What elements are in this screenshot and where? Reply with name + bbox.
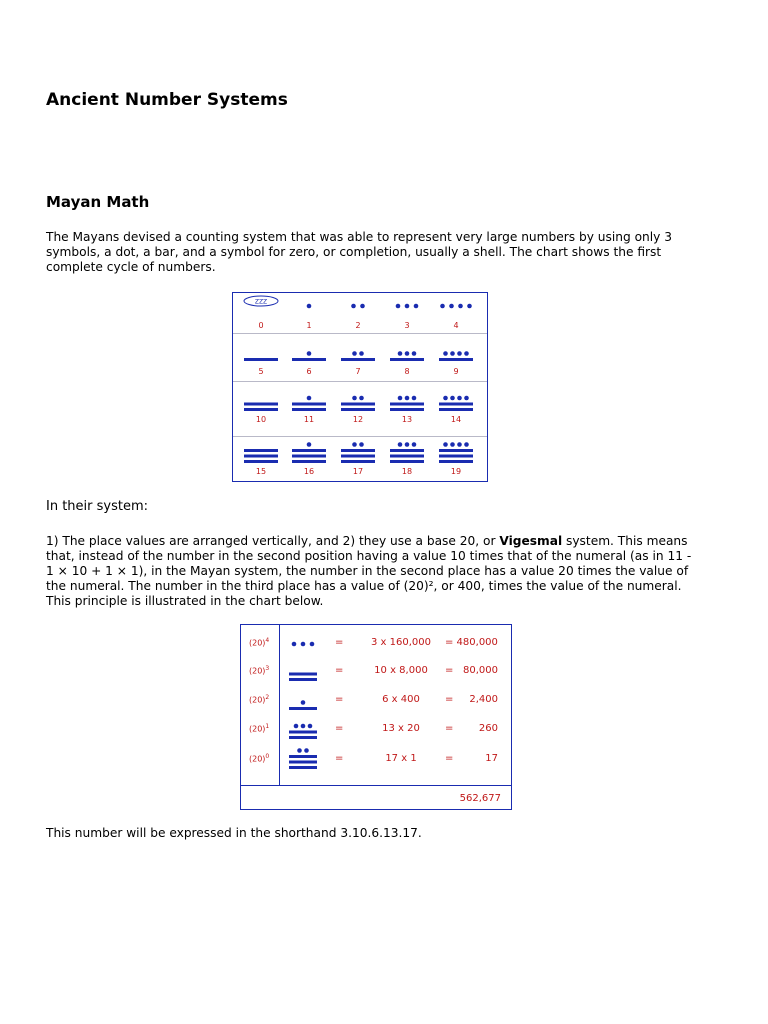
- place-value-row: [241, 688, 511, 716]
- bar-symbol: [292, 358, 326, 361]
- numeral-glyph: [236, 441, 286, 467]
- dot-symbol: [294, 724, 299, 729]
- dot-symbol: [450, 442, 455, 447]
- bar-symbol: [341, 460, 375, 463]
- power-exponent: 4: [265, 637, 270, 644]
- mayan-numeral-15: [236, 441, 286, 467]
- power-label: [249, 665, 269, 676]
- bar-symbol: [390, 460, 424, 463]
- dot-symbol: [297, 748, 302, 753]
- dot-symbol: [450, 351, 455, 356]
- mayan-digit-6: [287, 688, 319, 714]
- numeral-cell: [431, 441, 481, 481]
- bar-symbol: [390, 449, 424, 452]
- numeral-cell: [382, 389, 432, 429]
- numeral-cell: [236, 343, 286, 383]
- bar-symbol: [292, 408, 326, 411]
- dot-symbol: [464, 442, 469, 447]
- bar-symbol: [289, 755, 317, 758]
- bar-symbol: [341, 403, 375, 406]
- equals-sign: =: [335, 723, 344, 734]
- dot-symbol: [467, 304, 472, 309]
- place-value-row: [241, 631, 511, 659]
- numeral-glyph: [333, 441, 383, 467]
- numeral-label: 7: [355, 367, 361, 376]
- dot-symbol: [457, 442, 462, 447]
- numeral-label: 10: [255, 415, 267, 424]
- place-value-row: [241, 659, 511, 687]
- dot-symbol: [359, 396, 364, 401]
- bar-symbol: [289, 678, 317, 681]
- mayan-digit-13: [287, 717, 319, 743]
- numeral-label: 11: [303, 415, 315, 424]
- mayan-numeral-0: [236, 293, 286, 319]
- mayan-numeral-5: [236, 339, 286, 365]
- numeral-cell: [284, 343, 334, 383]
- numeral-cell: [333, 441, 383, 481]
- bar-symbol: [292, 460, 326, 463]
- bar-symbol: [390, 403, 424, 406]
- mayan-numeral-10: [236, 389, 286, 415]
- bar-symbol: [244, 358, 278, 361]
- section-title: Mayan Math: [46, 193, 150, 211]
- dot-symbol: [351, 304, 356, 309]
- dot-symbol: [464, 396, 469, 401]
- dot-symbol: [457, 396, 462, 401]
- numeral-label: 18: [401, 467, 413, 476]
- numeral-cell: [284, 297, 334, 337]
- bar-symbol: [244, 408, 278, 411]
- numeral-glyph: [382, 339, 432, 365]
- bar-symbol: [292, 403, 326, 406]
- intro-paragraph: The Mayans devised a counting system that was able to represent very large numbers by using only 3 symbols, a dot, a bar, and a symbol for zero, or completion, usually a shell. The chart shows the first complete cycle of numbers.: [46, 230, 673, 274]
- bar-symbol: [439, 449, 473, 452]
- numeral-label: 3: [404, 321, 410, 330]
- numeral-label: 1: [306, 321, 312, 330]
- mayan-numeral-7: [333, 339, 383, 365]
- system-text-part1: 1) The place values are arranged vertically, and 2) they use a base 20, or: [46, 534, 500, 548]
- power-exponent: 2: [265, 694, 270, 701]
- multiplication-expression: 3 x 160,000: [371, 637, 431, 648]
- bar-symbol: [390, 408, 424, 411]
- dot-symbol: [398, 442, 403, 447]
- numeral-label: 8: [404, 367, 410, 376]
- mayan-digit-3: [287, 631, 319, 657]
- row-result: 17: [485, 753, 498, 764]
- equals-result-sign: =: [445, 665, 454, 676]
- row-result: 2,400: [469, 694, 498, 705]
- numeral-label: 4: [453, 321, 459, 330]
- numeral-cell: [382, 441, 432, 481]
- numeral-glyph: [284, 293, 334, 319]
- dot-symbol: [308, 724, 313, 729]
- multiplication-expression: 17 x 1: [385, 753, 417, 764]
- place-value-row: [241, 717, 511, 745]
- mayan-numeral-11: [284, 389, 334, 415]
- equals-sign: =: [335, 694, 344, 705]
- dot-symbol: [405, 351, 410, 356]
- mayan-numeral-2: [333, 293, 383, 319]
- bar-symbol: [439, 358, 473, 361]
- dot-symbol: [310, 642, 315, 647]
- vigesmal-term: Vigesmal: [499, 534, 563, 548]
- power-label: [249, 723, 269, 734]
- numeral-cell: [236, 297, 286, 337]
- dot-symbol: [457, 351, 462, 356]
- power-label: [249, 753, 269, 764]
- bar-symbol: [292, 449, 326, 452]
- power-base: (20): [249, 754, 266, 764]
- numeral-cell: [431, 389, 481, 429]
- numeral-glyph: [382, 441, 432, 467]
- numeral-cell: [236, 389, 286, 429]
- bar-symbol: [439, 460, 473, 463]
- mayan-digit-17: [287, 747, 319, 773]
- numeral-label: 19: [450, 467, 462, 476]
- equals-result-sign: = 480,000: [445, 637, 498, 648]
- digit-glyph: [287, 631, 319, 657]
- dot-symbol: [307, 442, 312, 447]
- system-text-part2: system. This means that, instead of the number in the second position having a value 10 times that of the numeral (as in 11 - 1 × 10 + 1 × 1), in the Mayan system, the number in the second place has a value 20 times the value of the numeral. The number in the third place has a value of (20)², or 400, times the value of the numeral. This principle is illustrated in the chart below.: [46, 534, 692, 608]
- power-label: [249, 694, 269, 705]
- mayan-numeral-16: [284, 441, 334, 467]
- bar-symbol: [289, 731, 317, 734]
- numeral-cell: [333, 389, 383, 429]
- bar-symbol: [390, 358, 424, 361]
- dot-symbol: [398, 351, 403, 356]
- dot-symbol: [301, 724, 306, 729]
- numeral-cell: [284, 389, 334, 429]
- mayan-numerals-chart: [232, 292, 488, 482]
- dot-symbol: [412, 396, 417, 401]
- numeral-label: 9: [453, 367, 459, 376]
- mayan-numeral-9: [431, 339, 481, 365]
- dot-symbol: [443, 442, 448, 447]
- numeral-glyph: [236, 339, 286, 365]
- numeral-glyph: [284, 339, 334, 365]
- equals-result-sign: =: [445, 753, 454, 764]
- bar-symbol: [289, 736, 317, 739]
- dot-symbol: [412, 442, 417, 447]
- bar-symbol: [439, 403, 473, 406]
- mayan-numeral-19: [431, 441, 481, 467]
- dot-symbol: [307, 351, 312, 356]
- power-exponent: 3: [265, 665, 270, 672]
- numeral-glyph: [431, 339, 481, 365]
- dot-symbol: [405, 304, 410, 309]
- numeral-glyph: [382, 293, 432, 319]
- mayan-numeral-1: [284, 293, 334, 319]
- row-separator: [233, 436, 487, 437]
- digit-glyph: [287, 659, 319, 685]
- mayan-numeral-8: [382, 339, 432, 365]
- numeral-glyph: [333, 389, 383, 415]
- dot-symbol: [292, 642, 297, 647]
- dot-symbol: [352, 351, 357, 356]
- numeral-glyph: [236, 293, 286, 319]
- bar-symbol: [289, 766, 317, 769]
- bar-symbol: [244, 449, 278, 452]
- numeral-glyph: [333, 293, 383, 319]
- chart-divider-horizontal: [241, 785, 511, 786]
- bar-symbol: [439, 455, 473, 458]
- dot-symbol: [464, 351, 469, 356]
- shorthand-paragraph: This number will be expressed in the shorthand 3.10.6.13.17.: [46, 826, 422, 840]
- numeral-label: 0: [258, 321, 264, 330]
- dot-symbol: [405, 442, 410, 447]
- numeral-label: 15: [255, 467, 267, 476]
- numeral-cell: [333, 343, 383, 383]
- dot-symbol: [301, 700, 306, 705]
- system-paragraph: [46, 534, 696, 609]
- dot-symbol: [443, 351, 448, 356]
- dot-symbol: [359, 442, 364, 447]
- equals-result-sign: =: [445, 694, 454, 705]
- equals-result-sign: =: [445, 723, 454, 734]
- dot-symbol: [360, 304, 365, 309]
- mayan-numeral-12: [333, 389, 383, 415]
- dot-symbol: [307, 396, 312, 401]
- numeral-cell: [431, 297, 481, 337]
- numeral-glyph: [382, 389, 432, 415]
- dot-symbol: [352, 396, 357, 401]
- numeral-label: 16: [303, 467, 315, 476]
- bar-symbol: [341, 449, 375, 452]
- place-value-chart: [240, 624, 512, 810]
- bar-symbol: [244, 460, 278, 463]
- mayan-numeral-18: [382, 441, 432, 467]
- bar-symbol: [439, 408, 473, 411]
- mayan-digit-10: [287, 659, 319, 685]
- digit-glyph: [287, 717, 319, 743]
- dot-symbol: [307, 304, 312, 309]
- shell-zero-text: ZZZ: [254, 298, 268, 306]
- subheading: In their system:: [46, 499, 149, 514]
- digit-glyph: [287, 688, 319, 714]
- dot-symbol: [414, 304, 419, 309]
- power-base: (20): [249, 695, 266, 705]
- dot-symbol: [458, 304, 463, 309]
- place-value-row: [241, 747, 511, 775]
- numeral-glyph: [431, 293, 481, 319]
- numeral-glyph: [236, 389, 286, 415]
- bar-symbol: [244, 403, 278, 406]
- numeral-glyph: [431, 441, 481, 467]
- dot-symbol: [396, 304, 401, 309]
- page-title: Ancient Number Systems: [46, 90, 288, 110]
- multiplication-expression: 13 x 20: [382, 723, 420, 734]
- power-base: (20): [249, 666, 266, 676]
- power-label: [249, 637, 269, 648]
- dot-symbol: [449, 304, 454, 309]
- equals-sign: =: [335, 665, 344, 676]
- dot-symbol: [440, 304, 445, 309]
- dot-symbol: [301, 642, 306, 647]
- power-exponent: 0: [265, 753, 270, 760]
- numeral-label: 14: [450, 415, 462, 424]
- numeral-glyph: [284, 441, 334, 467]
- mayan-numeral-17: [333, 441, 383, 467]
- numeral-label: 12: [352, 415, 364, 424]
- bar-symbol: [289, 761, 317, 764]
- bar-symbol: [289, 707, 317, 710]
- numeral-cell: [236, 441, 286, 481]
- dot-symbol: [443, 396, 448, 401]
- numeral-glyph: [431, 389, 481, 415]
- power-base: (20): [249, 638, 266, 648]
- mayan-numeral-6: [284, 339, 334, 365]
- dot-symbol: [398, 396, 403, 401]
- mayan-numeral-13: [382, 389, 432, 415]
- power-base: (20): [249, 724, 266, 734]
- bar-symbol: [244, 455, 278, 458]
- numeral-glyph: [284, 389, 334, 415]
- row-result: 260: [478, 723, 498, 734]
- dot-symbol: [450, 396, 455, 401]
- bar-symbol: [390, 455, 424, 458]
- numeral-cell: [431, 343, 481, 383]
- numeral-label: 2: [355, 321, 361, 330]
- bar-symbol: [292, 455, 326, 458]
- multiplication-expression: 10 x 8,000: [374, 665, 428, 676]
- numeral-glyph: [333, 339, 383, 365]
- equals-sign: =: [335, 637, 344, 648]
- mayan-numeral-3: [382, 293, 432, 319]
- numeral-label: 6: [306, 367, 312, 376]
- multiplication-expression: 6 x 400: [382, 694, 420, 705]
- dot-symbol: [412, 351, 417, 356]
- bar-symbol: [341, 408, 375, 411]
- bar-symbol: [341, 455, 375, 458]
- numeral-label: 13: [401, 415, 413, 424]
- dot-symbol: [304, 748, 309, 753]
- dot-symbol: [359, 351, 364, 356]
- total-value: 562,677: [459, 793, 501, 804]
- row-result: 80,000: [463, 665, 498, 676]
- dot-symbol: [405, 396, 410, 401]
- numeral-cell: [382, 297, 432, 337]
- bar-symbol: [289, 673, 317, 676]
- dot-symbol: [352, 442, 357, 447]
- numeral-label: 17: [352, 467, 364, 476]
- numeral-cell: [333, 297, 383, 337]
- numeral-cell: [284, 441, 334, 481]
- bar-symbol: [341, 358, 375, 361]
- numeral-label: 5: [258, 367, 264, 376]
- mayan-numeral-14: [431, 389, 481, 415]
- numeral-cell: [382, 343, 432, 383]
- power-exponent: 1: [265, 723, 270, 730]
- equals-sign: =: [335, 753, 344, 764]
- mayan-numeral-4: [431, 293, 481, 319]
- digit-glyph: [287, 747, 319, 773]
